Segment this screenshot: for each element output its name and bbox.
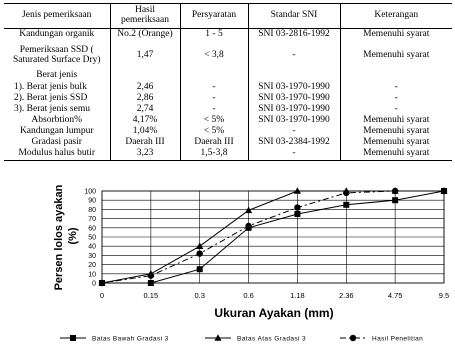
data-point — [343, 190, 349, 196]
cell-jenis: Berat jenis — [36, 70, 78, 81]
cell-persyaratan: < 3,8 — [180, 42, 248, 70]
cell-persyaratan: - — [180, 94, 248, 105]
legend-item — [340, 335, 423, 343]
legend-marker — [70, 335, 76, 341]
cell-hasil: No.2 (Orange) — [110, 29, 180, 42]
data-point — [245, 223, 251, 229]
cell-standar: SNI 03-2384-1992 — [248, 138, 340, 149]
cell-keterangan: Memenuhi syarat — [340, 116, 452, 127]
cell-jenis: 3). Berat jenis semu — [14, 104, 90, 115]
cell-jenis: Absorbtion% — [31, 115, 83, 126]
cell-hasil: Daerah III — [110, 138, 180, 149]
x-tick-label: 1.18 — [290, 291, 305, 300]
cell-keterangan: Memenuhi syarat — [340, 127, 452, 138]
cell-standar — [248, 70, 340, 83]
x-axis-ticks — [100, 291, 449, 300]
data-point — [196, 242, 203, 249]
cell-standar: - — [248, 42, 340, 70]
cell-jenis: Modulus halus butir — [4, 149, 110, 161]
cell-persyaratan — [180, 70, 248, 83]
table-row — [4, 42, 452, 70]
legend-label: Batas Atas Gradasi 3 — [237, 335, 307, 343]
x-axis-label: Ukuran Ayakan (mm) — [214, 306, 334, 320]
data-point — [392, 197, 398, 203]
legend-item — [205, 334, 306, 342]
cell-jenis: Kandungan lumpur — [19, 126, 94, 137]
y-tick-label: 10 — [88, 271, 96, 279]
cell-standar: SNI 03-1970-1990 — [248, 83, 340, 94]
cell-persyaratan: 1,5-3,8 — [180, 149, 248, 161]
y-axis-label-line1: Persen lolos ayakan — [53, 184, 65, 291]
x-tick-label: 0.6 — [243, 291, 254, 300]
y-tick-label: 0 — [92, 280, 96, 288]
table-header-row — [4, 4, 452, 29]
header-hasil: Hasil pemeriksaan — [110, 4, 180, 29]
y-axis-label-line2: (%) — [67, 227, 79, 245]
cell-standar: SNI 03-1970-1990 — [248, 116, 340, 127]
cell-jenis: 2). Berat jenis SSD — [14, 93, 88, 104]
x-tick-label: 9.5 — [438, 291, 450, 300]
x-tick-label: 4.75 — [387, 291, 403, 300]
cell-hasil: 3,23 — [110, 149, 180, 161]
specification-table — [4, 3, 452, 161]
cell-standar: SNI 03-1970-1990 — [248, 94, 340, 105]
table-row — [4, 138, 452, 149]
cell-jenis: 1). Berat jenis bulk — [14, 82, 87, 93]
cell-persyaratan: - — [180, 83, 248, 94]
y-tick-label: 60 — [88, 225, 96, 233]
y-tick-label: 100 — [84, 188, 96, 196]
table-row — [4, 105, 452, 116]
y-axis-label — [53, 182, 79, 291]
data-point — [148, 280, 154, 286]
cell-hasil: 2,86 — [110, 94, 180, 105]
cell-hasil: 1,47 — [110, 42, 180, 70]
chart-grid — [102, 191, 444, 283]
y-tick-label: 50 — [88, 234, 96, 242]
header-persyaratan: Persyaratan — [180, 4, 248, 29]
cell-standar: SNI 03-2816-1992 — [248, 29, 340, 42]
cell-keterangan: - — [340, 105, 452, 116]
data-point — [197, 266, 203, 272]
x-tick-label: 0.15 — [143, 291, 159, 300]
header-standar: Standar SNI — [248, 4, 340, 29]
y-tick-label: 80 — [88, 206, 96, 214]
cell-standar: SNI 03-1970-1990 — [248, 105, 340, 116]
table-row — [4, 116, 452, 127]
table-row — [4, 70, 452, 83]
x-tick-label: 0 — [99, 291, 105, 300]
cell-jenis: Kandungan organik — [19, 29, 95, 40]
table-row — [4, 94, 452, 105]
gradation-chart — [0, 178, 455, 346]
y-tick-label: 90 — [88, 197, 96, 205]
table-row — [4, 127, 452, 138]
cell-keterangan: Memenuhi syarat — [340, 138, 452, 149]
y-tick-label: 20 — [88, 262, 96, 270]
cell-jenis: Pemeriksaan SSD ( Saturated Surface Dry) — [12, 44, 101, 65]
table-row — [4, 29, 452, 42]
cell-keterangan: Memenuhi syarat — [340, 42, 452, 70]
cell-keterangan: Memenuhi syarat — [340, 149, 452, 161]
data-point — [441, 188, 447, 194]
header-keterangan: Keterangan — [340, 4, 452, 29]
x-tick-label: 2.36 — [338, 291, 354, 300]
cell-keterangan: Memenuhi syarat — [340, 29, 452, 42]
cell-hasil: 1,04% — [110, 127, 180, 138]
data-point — [148, 272, 154, 278]
cell-hasil: 2,74 — [110, 105, 180, 116]
y-tick-label: 30 — [88, 252, 96, 260]
cell-persyaratan: Daerah III — [180, 138, 248, 149]
cell-keterangan: - — [340, 94, 452, 105]
cell-persyaratan: < 5% — [180, 116, 248, 127]
cell-keterangan: - — [340, 83, 452, 94]
cell-keterangan — [340, 70, 452, 83]
legend-item — [60, 335, 169, 343]
data-point — [294, 204, 300, 210]
cell-hasil — [110, 70, 180, 83]
data-point — [392, 188, 398, 194]
cell-standar: - — [248, 149, 340, 161]
data-point — [197, 250, 203, 256]
cell-persyaratan: - — [180, 105, 248, 116]
y-tick-label: 40 — [88, 243, 96, 251]
cell-standar: - — [248, 127, 340, 138]
x-tick-label: 0.3 — [194, 291, 205, 300]
cell-hasil: 2,46 — [110, 83, 180, 94]
legend-marker — [350, 335, 356, 341]
cell-persyaratan: 1 - 5 — [180, 29, 248, 42]
header-jenis: Jenis pemeriksaan — [4, 4, 110, 29]
y-axis-ticks — [84, 189, 96, 288]
chart-legend — [60, 334, 423, 342]
data-point — [294, 211, 300, 217]
data-point — [99, 280, 105, 286]
y-tick-label: 70 — [88, 216, 96, 224]
cell-persyaratan: < 5% — [180, 127, 248, 138]
cell-jenis: Gradasi pasir — [31, 137, 82, 148]
cell-hasil: 4,17% — [110, 116, 180, 127]
table-row — [4, 149, 452, 161]
legend-label: Batas Bawah Gradasi 3 — [92, 335, 169, 343]
table-row — [4, 83, 452, 94]
legend-label: Hasil Penelitian — [372, 335, 424, 343]
data-point — [343, 202, 349, 208]
